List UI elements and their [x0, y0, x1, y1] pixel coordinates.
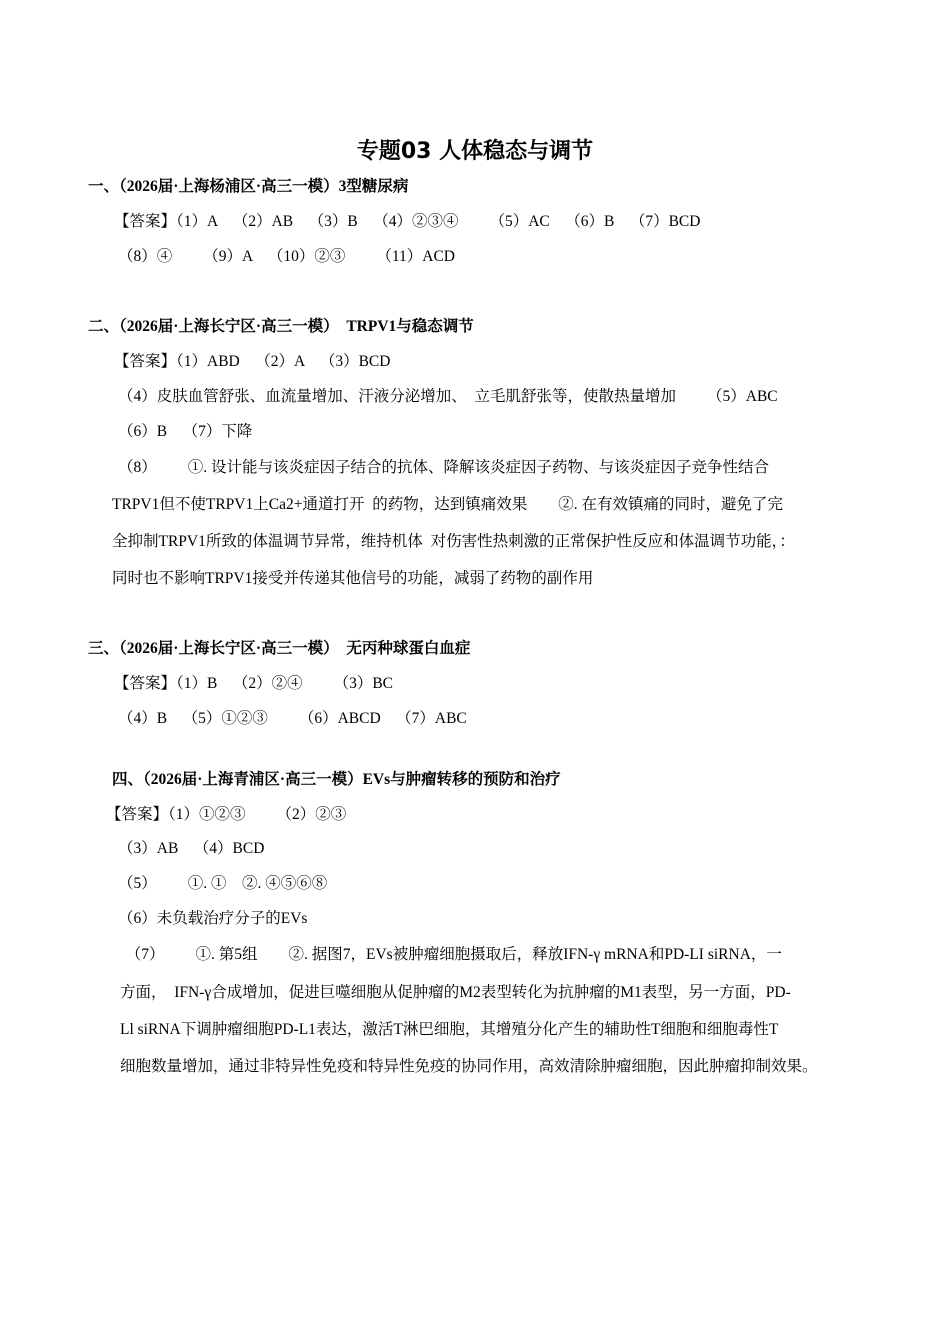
section-4-answer-line-1: 【答案】（1）①②③ （2）②③	[106, 806, 347, 823]
section-2-answer-line-6: 全抑制TRPV1所致的体温调节异常，维持机体 对伤害性热刺激的正常保护性反应和体温调节功能，：	[112, 533, 795, 550]
section-2-answer-line-4: （8） ①. 设计能与该炎症因子结合的抗体、降解该炎症因子药物、与该炎症因子竞争性结合	[118, 459, 770, 476]
section-4-answer-line-6: 方面， IFN-γ合成增加，促进巨噬细胞从促肿瘤的M2表型转化为抗肿瘤的M1表型，另一方面，PD-	[120, 984, 791, 1001]
section-3-answer-line-2: （4）B （5）①②③ （6）ABCD （7）ABC	[118, 710, 467, 727]
page-title: 专题03 人体稳态与调节	[356, 139, 594, 164]
section-2-answer-line-7: 同时也不影响TRPV1接受并传递其他信号的功能，减弱了药物的副作用	[112, 570, 594, 587]
section-2-answer-line-3: （6）B （7）下降	[118, 423, 253, 440]
section-4-answer-line-8: 细胞数量增加，通过非特异性免疫和特异性免疫的协同作用，高效清除肿瘤细胞，因此肿瘤抑制效果。	[120, 1058, 818, 1075]
section-4-answer-line-7: Ll siRNA下调肿瘤细胞PD-L1表达，激活T淋巴细胞，其增殖分化产生的辅助性T细胞和细胞毒性T	[120, 1021, 779, 1038]
section-2-answer-line-1: 【答案】（1）ABD （2）A （3）BCD	[114, 353, 391, 370]
section-1-answer-line-1: 【答案】（1）A （2）AB （3）B （4）②③④ （5）AC （6）B （7）BCD	[114, 213, 701, 230]
section-2-answer-line-2: （4）皮肤血管舒张、血流量增加、汗液分泌增加、 立毛肌舒张等，使散热量增加 （5）ABC	[118, 388, 778, 405]
section-2-answer-line-5: TRPV1但不使TRPV1上Ca2+通道打开 的药物，达到镇痛效果 ②. 在有效镇痛的同时，避免了完	[112, 496, 783, 513]
section-4-answer-line-3: （5） ①. ① ②. ④⑤⑥⑧	[118, 875, 328, 892]
section-4-answer-line-5: （7） ①. 第5组 ②. 据图7，EVs被肿瘤细胞摄取后，释放IFN-γ mRNA和PD-LI siRNA，一	[118, 946, 782, 963]
section-3-answer-line-1: 【答案】（1）B （2）②④ （3）BC	[114, 675, 394, 692]
section-3-heading: 三、（2026届·上海长宁区·高三一模） 无丙种球蛋白血症	[88, 640, 471, 657]
section-1-heading: 一、（2026届·上海杨浦区·高三一模）3型糖尿病	[88, 178, 409, 195]
section-1-answer-line-2: （8）④ （9）A （10）②③ （11）ACD	[118, 248, 455, 265]
section-2-heading: 二、（2026届·上海长宁区·高三一模） TRPV1与稳态调节	[88, 318, 474, 335]
section-4-answer-line-2: （3）AB （4）BCD	[118, 840, 265, 857]
section-4-answer-line-4: （6）未负载治疗分子的EVs	[118, 910, 308, 927]
section-4-heading: 四、（2026届·上海青浦区·高三一模）EVs与肿瘤转移的预防和治疗	[112, 771, 561, 788]
